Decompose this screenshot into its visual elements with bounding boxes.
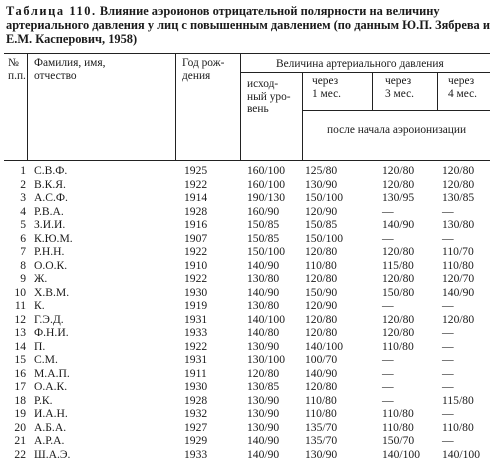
row-number: 11 bbox=[6, 299, 26, 313]
row-pressure-1-month: 130/90 bbox=[305, 448, 337, 461]
row-pressure-4-months: 130/85 bbox=[442, 191, 474, 205]
row-birth-year: 1907 bbox=[184, 232, 207, 246]
row-pressure-3-months: 120/80 bbox=[382, 326, 414, 340]
header-after bbox=[327, 124, 466, 137]
table-row bbox=[0, 259, 494, 273]
row-baseline-pressure: 150/100 bbox=[247, 245, 285, 259]
after-ionization-rule bbox=[302, 110, 490, 111]
row-name: О.О.К. bbox=[34, 259, 67, 273]
row-birth-year: 1910 bbox=[184, 259, 207, 273]
row-pressure-3-months: — bbox=[382, 353, 394, 367]
row-baseline-pressure: 140/80 bbox=[247, 326, 279, 340]
table-row bbox=[0, 353, 494, 367]
table-caption bbox=[6, 4, 490, 46]
col-divider-base bbox=[302, 72, 303, 160]
row-baseline-pressure: 130/90 bbox=[247, 407, 279, 421]
row-pressure-3-months: 140/90 bbox=[382, 218, 414, 232]
header-name-line2: отчество bbox=[34, 70, 105, 83]
row-pressure-3-months: 140/100 bbox=[382, 448, 420, 461]
row-pressure-1-month: 150/90 bbox=[305, 286, 337, 300]
group-header-rule bbox=[240, 72, 490, 73]
row-pressure-4-months: — bbox=[442, 434, 454, 448]
row-pressure-1-month: 150/100 bbox=[305, 232, 343, 246]
table-row bbox=[0, 340, 494, 354]
row-pressure-4-months: 120/80 bbox=[442, 178, 474, 192]
row-baseline-pressure: 130/90 bbox=[247, 421, 279, 435]
row-pressure-1-month: 120/90 bbox=[305, 205, 337, 219]
row-baseline-pressure: 130/80 bbox=[247, 272, 279, 286]
row-number: 22 bbox=[6, 448, 26, 461]
row-name: Г.Э.Д. bbox=[34, 313, 64, 327]
header-group-text: Величина артериального давления bbox=[276, 58, 444, 71]
table-row bbox=[0, 245, 494, 259]
table-row bbox=[0, 367, 494, 381]
row-number: 9 bbox=[6, 272, 26, 286]
table-body bbox=[0, 164, 494, 461]
row-pressure-3-months: — bbox=[382, 367, 394, 381]
table-row bbox=[0, 218, 494, 232]
col-divider-m1 bbox=[372, 72, 373, 110]
row-pressure-1-month: 100/70 bbox=[305, 353, 337, 367]
row-name: П. bbox=[34, 340, 45, 354]
row-baseline-pressure: 140/90 bbox=[247, 259, 279, 273]
table-row bbox=[0, 313, 494, 327]
row-pressure-4-months: 130/80 bbox=[442, 218, 474, 232]
row-number: 2 bbox=[6, 178, 26, 192]
row-pressure-4-months: — bbox=[442, 326, 454, 340]
header-name bbox=[34, 57, 105, 82]
header-m3 bbox=[385, 75, 414, 100]
table-row bbox=[0, 299, 494, 313]
header-year-line2: дения bbox=[182, 70, 224, 83]
row-number: 3 bbox=[6, 191, 26, 205]
row-number: 19 bbox=[6, 407, 26, 421]
row-name: С.В.Ф. bbox=[34, 164, 67, 178]
row-birth-year: 1931 bbox=[184, 313, 207, 327]
row-name: З.И.И. bbox=[34, 218, 65, 232]
row-pressure-3-months: 120/80 bbox=[382, 313, 414, 327]
row-number: 8 bbox=[6, 259, 26, 273]
row-birth-year: 1916 bbox=[184, 218, 207, 232]
row-birth-year: 1933 bbox=[184, 326, 207, 340]
row-baseline-pressure: 160/90 bbox=[247, 205, 279, 219]
row-number: 5 bbox=[6, 218, 26, 232]
header-m1 bbox=[312, 75, 341, 100]
row-name: Ф.Н.И. bbox=[34, 326, 69, 340]
row-name: Х.В.М. bbox=[34, 286, 69, 300]
row-pressure-3-months: 130/95 bbox=[382, 191, 414, 205]
row-pressure-4-months: — bbox=[442, 353, 454, 367]
row-pressure-4-months: 140/100 bbox=[442, 448, 480, 461]
row-birth-year: 1928 bbox=[184, 394, 207, 408]
row-baseline-pressure: 140/90 bbox=[247, 286, 279, 300]
row-pressure-1-month: 120/80 bbox=[305, 380, 337, 394]
row-pressure-4-months: — bbox=[442, 232, 454, 246]
row-number: 14 bbox=[6, 340, 26, 354]
col-divider-year bbox=[240, 53, 241, 160]
row-baseline-pressure: 160/100 bbox=[247, 164, 285, 178]
row-pressure-1-month: 120/90 bbox=[305, 299, 337, 313]
row-name: Р.Н.Н. bbox=[34, 245, 64, 259]
row-baseline-pressure: 130/85 bbox=[247, 380, 279, 394]
row-baseline-pressure: 130/90 bbox=[247, 394, 279, 408]
header-base bbox=[247, 78, 291, 116]
row-baseline-pressure: 140/90 bbox=[247, 434, 279, 448]
row-pressure-4-months: 115/80 bbox=[442, 394, 474, 408]
row-birth-year: 1933 bbox=[184, 448, 207, 461]
table-row bbox=[0, 164, 494, 178]
row-baseline-pressure: 190/130 bbox=[247, 191, 285, 205]
row-pressure-4-months: — bbox=[442, 367, 454, 381]
row-birth-year: 1922 bbox=[184, 340, 207, 354]
row-name: Ж. bbox=[34, 272, 47, 286]
row-birth-year: 1929 bbox=[184, 434, 207, 448]
row-pressure-4-months: 120/80 bbox=[442, 313, 474, 327]
header-num-line2: п.п. bbox=[8, 70, 26, 83]
row-name: Ш.А.Э. bbox=[34, 448, 70, 461]
header-base-line1: исход- bbox=[247, 78, 291, 91]
row-pressure-1-month: 120/80 bbox=[305, 326, 337, 340]
table-row bbox=[0, 178, 494, 192]
row-name: И.А.Н. bbox=[34, 407, 68, 421]
row-pressure-3-months: — bbox=[382, 380, 394, 394]
row-name: О.А.К. bbox=[34, 380, 67, 394]
row-birth-year: 1922 bbox=[184, 245, 207, 259]
row-birth-year: 1922 bbox=[184, 272, 207, 286]
table-row bbox=[0, 434, 494, 448]
row-pressure-1-month: 140/100 bbox=[305, 340, 343, 354]
table-row bbox=[0, 326, 494, 340]
row-name: М.А.П. bbox=[34, 367, 70, 381]
header-m1-line1: через bbox=[312, 75, 341, 88]
header-after-text: после начала аэроионизации bbox=[327, 124, 466, 137]
row-pressure-4-months: 120/80 bbox=[442, 164, 474, 178]
row-baseline-pressure: 130/80 bbox=[247, 299, 279, 313]
col-divider-num bbox=[27, 53, 28, 160]
table-row bbox=[0, 407, 494, 421]
header-num bbox=[8, 57, 26, 82]
row-pressure-3-months: 120/80 bbox=[382, 245, 414, 259]
row-birth-year: 1930 bbox=[184, 380, 207, 394]
row-pressure-1-month: 140/90 bbox=[305, 367, 337, 381]
row-pressure-4-months: 140/90 bbox=[442, 286, 474, 300]
row-pressure-4-months: — bbox=[442, 380, 454, 394]
row-pressure-1-month: 135/70 bbox=[305, 421, 337, 435]
table-row bbox=[0, 380, 494, 394]
row-number: 1 bbox=[6, 164, 26, 178]
table-row bbox=[0, 205, 494, 219]
col-divider-name bbox=[175, 53, 176, 160]
row-baseline-pressure: 140/90 bbox=[247, 448, 279, 461]
row-number: 20 bbox=[6, 421, 26, 435]
row-baseline-pressure: 130/90 bbox=[247, 340, 279, 354]
row-number: 10 bbox=[6, 286, 26, 300]
header-num-line1: № bbox=[8, 57, 26, 70]
row-pressure-1-month: 120/80 bbox=[305, 313, 337, 327]
row-pressure-1-month: 125/80 bbox=[305, 164, 337, 178]
row-name: В.К.Я. bbox=[34, 178, 66, 192]
row-number: 16 bbox=[6, 367, 26, 381]
header-m3-line1: через bbox=[385, 75, 414, 88]
row-number: 17 bbox=[6, 380, 26, 394]
row-number: 6 bbox=[6, 232, 26, 246]
header-group bbox=[276, 58, 444, 71]
row-pressure-3-months: 120/80 bbox=[382, 164, 414, 178]
row-birth-year: 1914 bbox=[184, 191, 207, 205]
row-pressure-4-months: 110/80 bbox=[442, 421, 474, 435]
row-baseline-pressure: 150/85 bbox=[247, 232, 279, 246]
row-number: 7 bbox=[6, 245, 26, 259]
row-number: 15 bbox=[6, 353, 26, 367]
table-title: Влияние аэроионов отрицательной полярности на величину артериального давления у лиц с повышенным давлением (по данным Ю.П. Зябрева и Е.М. Касперович, 1958) bbox=[6, 4, 490, 46]
row-pressure-3-months: 110/80 bbox=[382, 407, 414, 421]
table-number: Таблица 110. bbox=[6, 4, 97, 18]
row-pressure-3-months: 110/80 bbox=[382, 340, 414, 354]
header-year-line1: Год рож- bbox=[182, 57, 224, 70]
row-birth-year: 1922 bbox=[184, 178, 207, 192]
header-m4 bbox=[448, 75, 477, 100]
row-birth-year: 1932 bbox=[184, 407, 207, 421]
row-number: 4 bbox=[6, 205, 26, 219]
row-pressure-4-months: — bbox=[442, 299, 454, 313]
row-baseline-pressure: 150/85 bbox=[247, 218, 279, 232]
table-row bbox=[0, 448, 494, 461]
row-birth-year: 1930 bbox=[184, 286, 207, 300]
row-birth-year: 1927 bbox=[184, 421, 207, 435]
row-pressure-1-month: 130/90 bbox=[305, 178, 337, 192]
row-birth-year: 1928 bbox=[184, 205, 207, 219]
header-m1-line2: 1 мес. bbox=[312, 88, 341, 101]
row-pressure-3-months: — bbox=[382, 232, 394, 246]
row-name: С.М. bbox=[34, 353, 58, 367]
col-divider-m3 bbox=[437, 72, 438, 110]
row-baseline-pressure: 130/100 bbox=[247, 353, 285, 367]
row-baseline-pressure: 140/100 bbox=[247, 313, 285, 327]
header-top-rule bbox=[4, 53, 490, 54]
row-number: 18 bbox=[6, 394, 26, 408]
row-pressure-4-months: — bbox=[442, 407, 454, 421]
row-pressure-1-month: 120/80 bbox=[305, 272, 337, 286]
row-birth-year: 1919 bbox=[184, 299, 207, 313]
header-base-line2: ный уро- bbox=[247, 91, 291, 104]
row-pressure-3-months: — bbox=[382, 299, 394, 313]
table-row bbox=[0, 272, 494, 286]
row-pressure-1-month: 110/80 bbox=[305, 394, 337, 408]
row-name: А.Р.А. bbox=[34, 434, 64, 448]
row-birth-year: 1931 bbox=[184, 353, 207, 367]
row-pressure-4-months: — bbox=[442, 340, 454, 354]
row-pressure-3-months: 110/80 bbox=[382, 421, 414, 435]
row-pressure-1-month: 110/80 bbox=[305, 259, 337, 273]
row-name: К. bbox=[34, 299, 45, 313]
row-pressure-4-months: 120/70 bbox=[442, 272, 474, 286]
row-pressure-4-months: — bbox=[442, 205, 454, 219]
row-pressure-1-month: 150/100 bbox=[305, 191, 343, 205]
table-row bbox=[0, 286, 494, 300]
row-pressure-4-months: 110/80 bbox=[442, 259, 474, 273]
row-number: 13 bbox=[6, 326, 26, 340]
table-row bbox=[0, 232, 494, 246]
row-pressure-3-months: 115/80 bbox=[382, 259, 414, 273]
row-pressure-3-months: 120/80 bbox=[382, 178, 414, 192]
table-row bbox=[0, 421, 494, 435]
row-baseline-pressure: 120/80 bbox=[247, 367, 279, 381]
row-baseline-pressure: 160/100 bbox=[247, 178, 285, 192]
row-number: 12 bbox=[6, 313, 26, 327]
header-year bbox=[182, 57, 224, 82]
row-pressure-1-month: 135/70 bbox=[305, 434, 337, 448]
row-birth-year: 1911 bbox=[184, 367, 207, 381]
row-pressure-3-months: — bbox=[382, 394, 394, 408]
row-pressure-1-month: 120/80 bbox=[305, 245, 337, 259]
row-pressure-3-months: 150/70 bbox=[382, 434, 414, 448]
header-m4-line2: 4 мес. bbox=[448, 88, 477, 101]
row-birth-year: 1925 bbox=[184, 164, 207, 178]
row-name: А.С.Ф. bbox=[34, 191, 68, 205]
header-name-line1: Фамилия, имя, bbox=[34, 57, 105, 70]
row-name: К.Ю.М. bbox=[34, 232, 73, 246]
row-pressure-1-month: 150/85 bbox=[305, 218, 337, 232]
header-base-line3: вень bbox=[247, 103, 291, 116]
row-pressure-4-months: 110/70 bbox=[442, 245, 474, 259]
row-name: Р.К. bbox=[34, 394, 53, 408]
table-row bbox=[0, 191, 494, 205]
row-pressure-1-month: 110/80 bbox=[305, 407, 337, 421]
row-pressure-3-months: 120/80 bbox=[382, 272, 414, 286]
row-number: 21 bbox=[6, 434, 26, 448]
header-m3-line2: 3 мес. bbox=[385, 88, 414, 101]
row-name: Р.В.А. bbox=[34, 205, 64, 219]
header-m4-line1: через bbox=[448, 75, 477, 88]
row-pressure-3-months: — bbox=[382, 205, 394, 219]
table-row bbox=[0, 394, 494, 408]
row-pressure-3-months: 150/80 bbox=[382, 286, 414, 300]
row-name: А.Б.А. bbox=[34, 421, 66, 435]
header-bottom-rule bbox=[4, 160, 490, 161]
